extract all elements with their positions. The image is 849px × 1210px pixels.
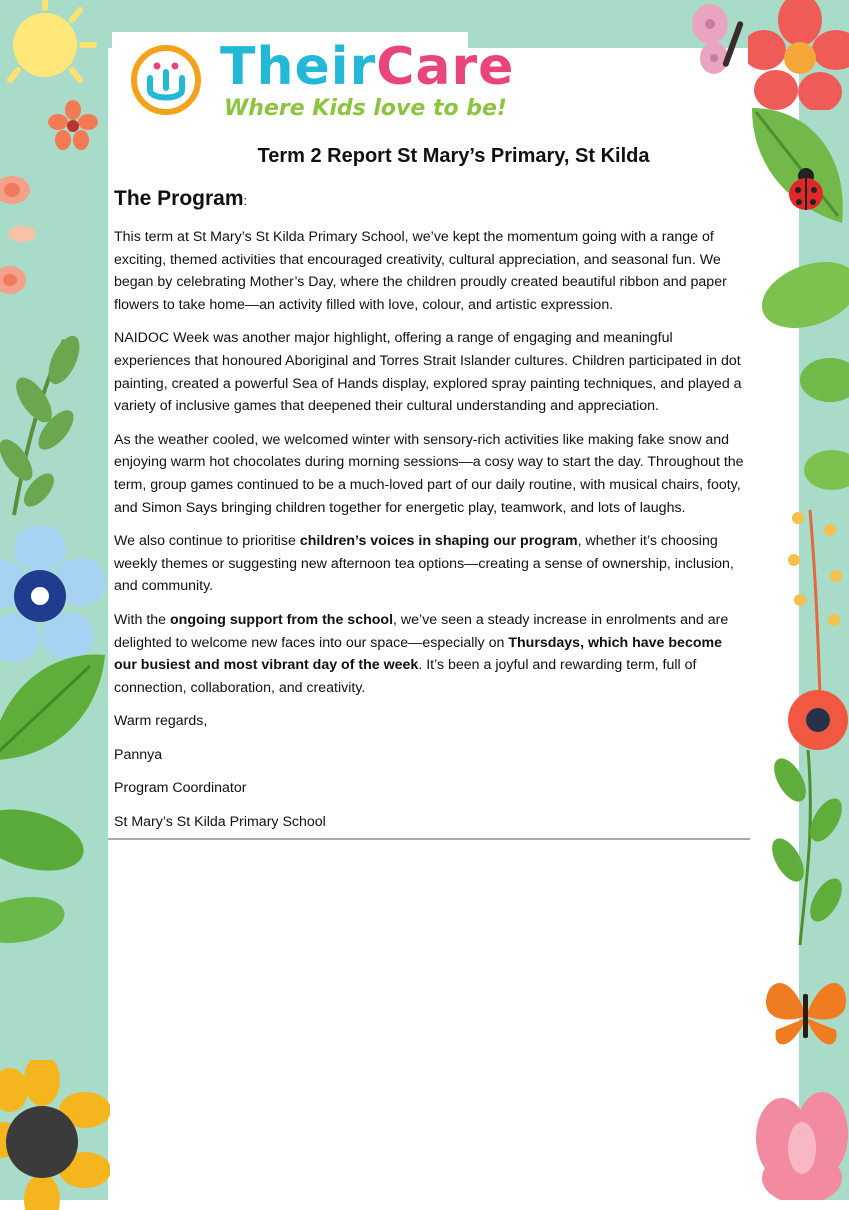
signature-school: St Mary’s St Kilda Primary School [114,814,326,831]
brand-word-their: Their [220,37,377,97]
butterfly-orange-icon [762,972,849,1062]
smiley-face-icon [130,38,202,127]
ladybug-icon [786,164,826,212]
paragraph-naidoc: NAIDOC Week was another major highlight, offering a range of engaging and meaningful experiences that honoured Aboriginal and Torres Strait Islander cultures. Children participated in dot painting, created a powerful Sea of Hands display, explored spray painting techniques, and played a variety of inclusive games that deepened their cultural understanding and appreciation. [114,330,742,415]
brand-word-care: Care [376,37,515,97]
signature-name: Pannya [114,746,163,763]
paragraph-childrens-voices [114,530,746,598]
pink-blossom-icon [752,1078,849,1200]
p4-text-1: We also continue to prioritise [114,533,300,550]
p5-bold-1: ongoing support from the school [169,611,394,628]
p5-bold-2: Thursdays, which have become our busiest and most vibrant day of the week [114,634,722,674]
closing-line: Warm regards, [114,713,208,730]
paragraph-school-support [114,609,746,699]
report-body [114,226,746,845]
p4-bold: children’s voices in shaping our program [299,533,578,550]
leaf-icon-lower-left [0,800,100,950]
section-heading [114,185,247,215]
pink-flower-icon [0,170,52,310]
paragraph-winter: As the weather cooled, we welcomed winter with sensory-rich activities like making fake snow and enjoying warm hot chocolates during morning sessions—a cosy way to start the day. Throughout the term, group games continued to be a much-loved part of our daily routine, with musical chairs, footy, and Simon Says bringing children together for energetic play, teamwork, and lots of laughs. [114,431,744,516]
large-leaf-icon [0,640,110,770]
theircare-logo [128,36,515,128]
horizontal-divider [108,838,750,840]
small-flower-icon [48,100,98,150]
red-flower-icon [748,0,849,110]
brand-tagline: Where Kids love to be! [224,96,507,121]
p5-text-2: , we’ve seen a steady increase in enrolments and are delighted to welcome new faces into our space—especially on [114,611,729,651]
leaf-icon-right-2 [780,340,849,510]
leaf-branch-icon-right [760,740,849,950]
section-heading-colon: : [243,193,248,208]
sunflower-icon [0,1060,110,1210]
p5-text-3: . It’s been a joyful and rewarding term, full of connection, collaboration, and creativity. [114,657,697,696]
leaf-branch-icon [0,330,94,520]
document-title: Term 2 Report St Mary’s Primary, St Kilda [257,145,650,167]
berry-branch-icon [780,500,849,700]
leaf-icon-right-1 [750,240,849,350]
p4-text-2: , whether it’s choosing weekly themes or suggesting new afternoon tea options—creating a sense of ownership, inclusion, and community. [114,533,734,595]
p5-text-1: With the [114,611,170,628]
signature-role: Program Coordinator [114,780,247,797]
brand-wordmark [220,38,514,96]
section-heading-text: The Program [114,187,244,210]
sun-icon [0,0,100,100]
paragraph-mothers-day: This term at St Mary’s St Kilda Primary School, we’ve kept the momentum going with a range of exciting, themed activities that encouraged creativity, cultural appreciation, and seasonal fun. We began by celebrating Mother’s Day, where the children proudly created beautiful ribbon and paper flowers to take home—an activity filled with love, colour, and artistic expression. [114,229,727,313]
